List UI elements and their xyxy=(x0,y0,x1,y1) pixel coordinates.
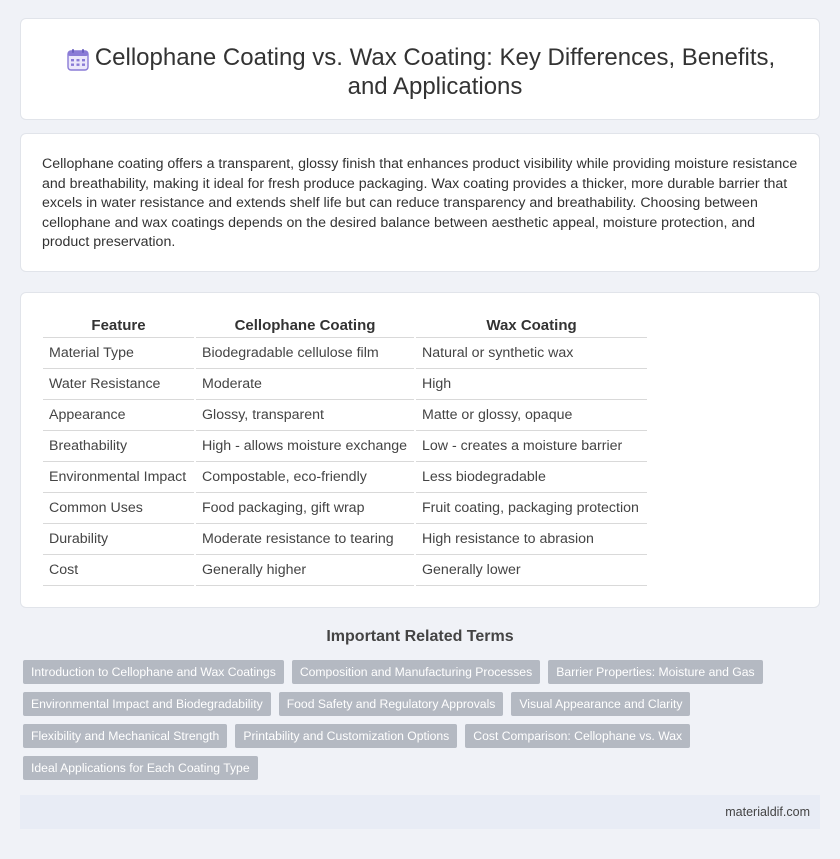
feature-cell: Common Uses xyxy=(43,492,195,523)
wax-cell: Fruit coating, packaging protection xyxy=(415,492,647,523)
related-term-tag[interactable]: Composition and Manufacturing Processes xyxy=(292,660,540,684)
feature-cell: Breathability xyxy=(43,430,195,461)
header-card xyxy=(20,18,820,120)
table-row xyxy=(43,461,647,492)
related-terms-heading: Important Related Terms xyxy=(326,628,514,645)
cellophane-cell: Glossy, transparent xyxy=(195,399,415,430)
cellophane-cell: Compostable, eco-friendly xyxy=(195,461,415,492)
column-header-cellophane: Cellophane Coating xyxy=(195,314,415,337)
wax-cell: Matte or glossy, opaque xyxy=(415,399,647,430)
wax-cell: Generally lower xyxy=(415,554,647,585)
related-term-tag[interactable]: Food Safety and Regulatory Approvals xyxy=(279,692,504,716)
related-term-tag[interactable]: Barrier Properties: Moisture and Gas xyxy=(548,660,762,684)
related-term-tag[interactable]: Visual Appearance and Clarity xyxy=(511,692,690,716)
wax-cell: High resistance to abrasion xyxy=(415,523,647,554)
related-term-tag[interactable]: Printability and Customization Options xyxy=(235,724,457,748)
table-row xyxy=(43,337,647,368)
related-term-tag[interactable]: Ideal Applications for Each Coating Type xyxy=(23,756,258,780)
wax-cell: High xyxy=(415,368,647,399)
table-row xyxy=(43,492,647,523)
related-term-tag[interactable]: Environmental Impact and Biodegradability xyxy=(23,692,271,716)
summary-card xyxy=(20,133,820,272)
comparison-table xyxy=(43,314,647,586)
related-term-tag[interactable]: Cost Comparison: Cellophane vs. Wax xyxy=(465,724,690,748)
table-row xyxy=(43,399,647,430)
footer xyxy=(20,795,820,829)
feature-cell: Environmental Impact xyxy=(43,461,195,492)
cellophane-cell: Moderate xyxy=(195,368,415,399)
feature-cell: Material Type xyxy=(43,337,195,368)
column-header-wax: Wax Coating xyxy=(415,314,647,337)
cellophane-cell: Food packaging, gift wrap xyxy=(195,492,415,523)
feature-cell: Appearance xyxy=(43,399,195,430)
summary-paragraph: Cellophane coating offers a transparent, glossy finish that enhances product visibility while providing moisture resistance and breathability, making it ideal for fresh produce packaging. Wax coating provides a thicker, more durable barrier that excels in water resistance and extends shelf life but can reduce transparency and breathability. Choosing between cellophane and wax coatings depends on the desired balance between aesthetic appeal, moisture protection, and product preservation. xyxy=(42,156,798,250)
feature-cell: Durability xyxy=(43,523,195,554)
related-terms-list xyxy=(23,660,803,780)
related-term-tag[interactable]: Introduction to Cellophane and Wax Coatings xyxy=(23,660,284,684)
cellophane-cell: Moderate resistance to tearing xyxy=(195,523,415,554)
table-header-row xyxy=(43,314,647,337)
page-title: Cellophane Coating vs. Wax Coating: Key Differences, Benefits, and Applications xyxy=(94,44,776,100)
wax-cell: Less biodegradable xyxy=(415,461,647,492)
wax-cell: Low - creates a moisture barrier xyxy=(415,430,647,461)
footer-site-name[interactable]: materialdif.com xyxy=(725,805,810,819)
related-term-tag[interactable]: Flexibility and Mechanical Strength xyxy=(23,724,227,748)
table-row xyxy=(43,554,647,585)
cellophane-cell: Biodegradable cellulose film xyxy=(195,337,415,368)
table-row xyxy=(43,523,647,554)
column-header-feature: Feature xyxy=(43,314,195,337)
cellophane-cell: High - allows moisture exchange xyxy=(195,430,415,461)
comparison-table-card xyxy=(20,292,820,608)
feature-cell: Water Resistance xyxy=(43,368,195,399)
wax-cell: Natural or synthetic wax xyxy=(415,337,647,368)
table-row xyxy=(43,430,647,461)
table-row xyxy=(43,368,647,399)
cellophane-cell: Generally higher xyxy=(195,554,415,585)
feature-cell: Cost xyxy=(43,554,195,585)
